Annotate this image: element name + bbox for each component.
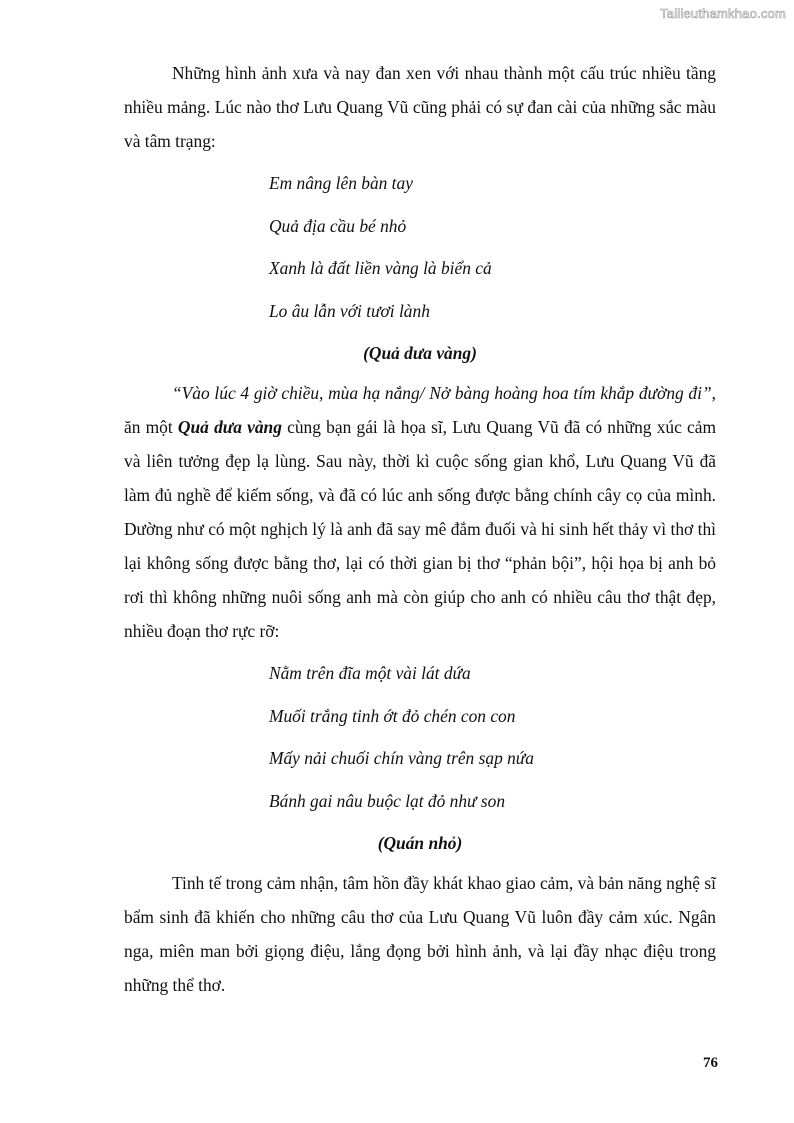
poem-source: (Quả dưa vàng): [363, 343, 477, 363]
paragraph-intro: Những hình ảnh xưa và nay đan xen với nhau thành một cấu trúc nhiều tầng nhiều mảng. Lúc nào thơ Lưu Quang Vũ cũng phải có sự đan cài của những sắc màu và tâm trạng:: [124, 63, 716, 151]
poem-source: (Quán nhỏ): [377, 833, 463, 853]
watermark: Tailieuthamkhao.com: [660, 6, 786, 21]
poem-line: Nằm trên đĩa một vài lát dứa: [269, 663, 471, 683]
poem-line: Bánh gai nâu buộc lạt đỏ như son: [269, 790, 506, 811]
page-number: 76: [703, 1055, 718, 1071]
poem-line: Em nâng lên bàn tay: [269, 173, 413, 193]
poem-line: Quả địa cầu bé nhỏ: [269, 215, 407, 236]
poem-qua-dua-vang: [124, 162, 716, 332]
paragraph-text: cùng bạn gái là họa sĩ, Lưu Quang Vũ đã có những xúc cảm và liên tưởng đẹp lạ lùng. Sau này, thời kì cuộc sống gian khổ, Lưu Quang Vũ đã làm đủ nghề để kiếm sống, và đã có lúc anh sống được bằng chính cây cọ của mình. Dường như có một nghịch lý là anh đã say mê đắm đuối và hi sinh hết thảy vì thơ thì lại không sống được bằng thơ, lại có thời gian bị thơ “phản bội”, hội họa bị anh bỏ rơi thì không những nuôi sống anh mà còn giúp cho anh có nhiều câu thơ thật đẹp, nhiều đoạn thơ rực rỡ:: [124, 417, 716, 641]
poem-quan-nho: [124, 652, 716, 822]
paragraph-text: , ăn một: [124, 383, 716, 437]
quoted-verse: “Vào lúc 4 giờ chiều, mùa hạ nắng/ Nở bàng hoàng hoa tím khắp đường đi”: [172, 383, 712, 403]
poem-line: Lo âu lẫn với tươi lành: [269, 300, 430, 321]
poem-line: Mấy nải chuối chín vàng trên sạp nứa: [269, 748, 534, 768]
paragraph-body: [124, 376, 716, 648]
poem-line: Muối trắng tinh ớt đỏ chén con con: [269, 705, 516, 726]
poem-title: Quả dưa vàng: [177, 417, 282, 437]
poem-line: Xanh là đất liền vàng là biển cả: [269, 258, 492, 278]
paragraph-conclusion: Tinh tế trong cảm nhận, tâm hồn đầy khát khao giao cảm, và bản năng nghệ sĩ bẩm sinh đã khiến cho những câu thơ của Lưu Quang Vũ luôn đầy cảm xúc. Ngân nga, miên man bởi giọng điệu, lắng đọng bởi hình ảnh, và lại đầy nhạc điệu trong những thể thơ.: [124, 873, 716, 995]
page-content: [124, 56, 716, 1002]
